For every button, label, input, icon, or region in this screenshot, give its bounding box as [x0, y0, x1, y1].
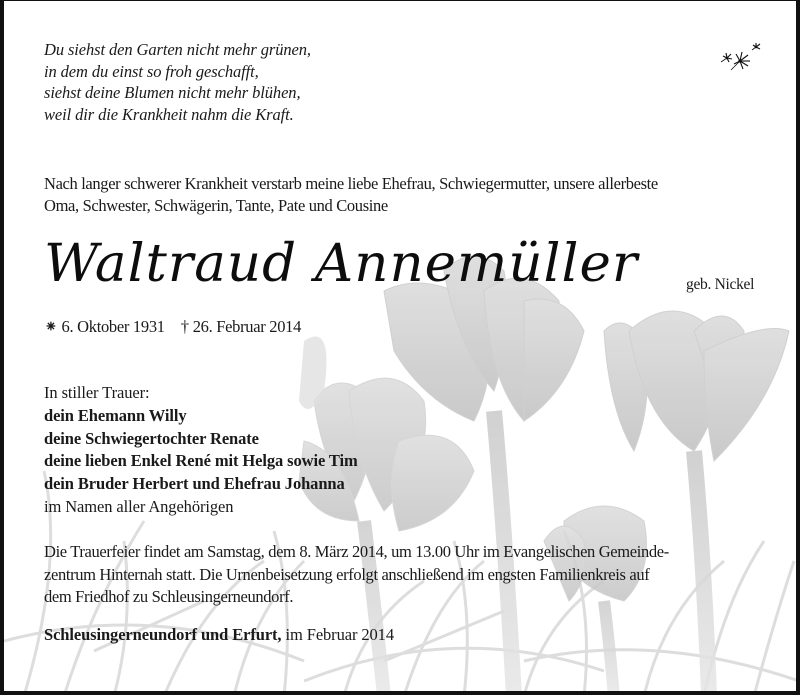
funeral-service-info: [44, 541, 779, 609]
obituary-content: [4, 1, 800, 695]
mourner-entry: deine lieben Enkel René mit Helga sowie Tim: [44, 451, 358, 471]
mourners-closing: im Namen aller Angehörigen: [44, 496, 234, 516]
mourner-entry: dein Bruder Herbert und Ehefrau Johanna: [44, 474, 345, 494]
poem-line: siehst deine Blumen nicht mehr blühen,: [44, 83, 301, 102]
birth-date: 6. Oktober 1931: [61, 317, 165, 336]
death-cross-icon: †: [180, 317, 189, 336]
mourner-entry: dein Ehemann Willy: [44, 405, 187, 425]
deceased-name: Waltraud Annemüller: [44, 234, 639, 294]
life-dates: [44, 317, 301, 337]
dandelion-seeds-icon: [720, 39, 770, 73]
place-name: Schleusingerneundorf und Erfurt,: [44, 625, 282, 644]
memorial-poem: [44, 39, 311, 125]
mourner-entry: deine Schwiegertochter Renate: [44, 428, 259, 448]
poem-line: weil dir die Krankheit nahm die Kraft.: [44, 104, 294, 124]
mourners-heading: In stiller Trauer:: [44, 383, 150, 402]
maiden-name: geb. Nickel: [686, 276, 755, 293]
service-line: Die Trauerfeier findet am Samstag, dem 8. März 2014, um 13.00 Uhr im Evangelischen Gemeinde-: [44, 542, 669, 561]
service-line: dem Friedhof zu Schleusingerneundorf.: [44, 587, 294, 606]
announcement-text: [44, 173, 779, 217]
announcement-line: Oma, Schwester, Schwägerin, Tante, Pate und Cousine: [44, 196, 388, 215]
announcement-line: Nach langer schwerer Krankheit verstarb meine liebe Ehefrau, Schwiegermutter, unsere allerbeste: [44, 174, 658, 193]
notice-date: im Februar 2014: [281, 625, 394, 644]
service-line: zentrum Hinternah statt. Die Urnenbeisetzung erfolgt anschließend im engsten Familienkreis auf: [44, 564, 650, 584]
place-and-date: [44, 625, 394, 645]
poem-line: in dem du einst so froh geschafft,: [44, 61, 259, 81]
death-date: 26. Februar 2014: [192, 317, 302, 336]
birth-star-icon: ⁕: [44, 317, 58, 336]
mourners-list: [44, 382, 358, 519]
poem-line: Du siehst den Garten nicht mehr grünen,: [44, 40, 311, 59]
